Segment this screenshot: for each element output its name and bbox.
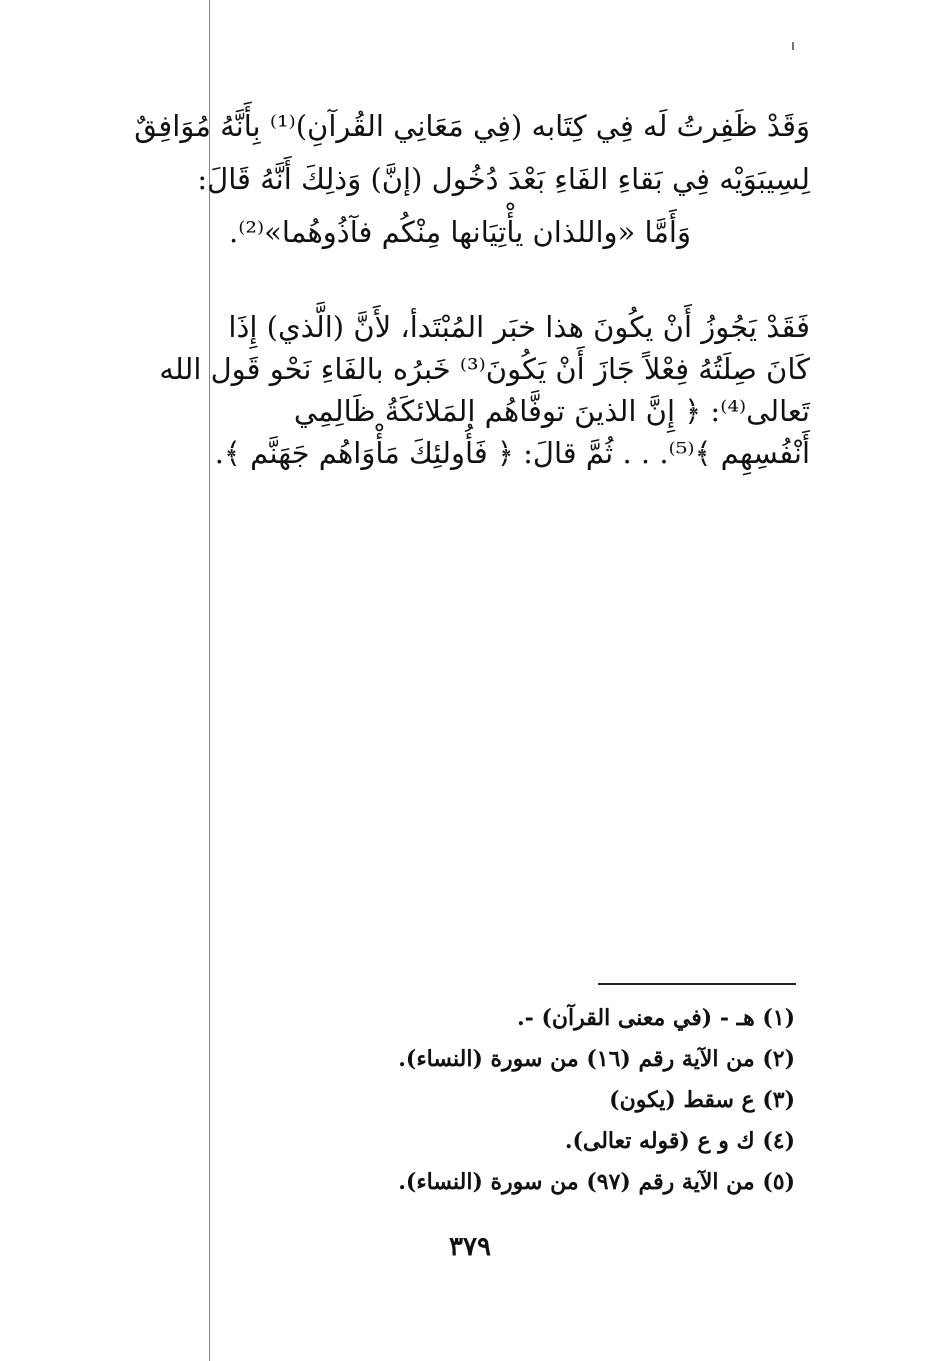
paragraph-2-line-4: أَنْفُسِهِم ﴾⁽⁵⁾. . . ثُمَّ قالَ: ﴿ فَأُولئِكَ مَأْوَاهُم جَهَنَّم ﴾. xyxy=(214,436,810,470)
paragraph-2-line-2: كَانَ صِلَتُهُ فِعْلاً جَازَ أَنْ يَكُونَ⁽³⁾ خَبرُه بالفَاءِ نَحْو قَول الله xyxy=(159,352,810,386)
paragraph-1-line-1: وَقَدْ ظَفِرتُ لَه فِي كِتَابه (فِي مَعَانِي القُرآنِ)⁽¹⁾ بِأَنَّهُ مُوَافِقٌ xyxy=(134,109,810,143)
footnote-3: (٣) ع سقط (يكون) xyxy=(609,1087,795,1113)
footnote-separator xyxy=(598,983,796,985)
paragraph-1-line-3: وَأَمَّا «واللذان يأْتِيَانها مِنْكُم فآذُوهُما»⁽²⁾. xyxy=(229,215,691,249)
paragraph-1 xyxy=(110,100,810,259)
footnote-1: (١) هـ - (في معنى القرآن) -. xyxy=(517,1005,795,1031)
paragraph-2-line-1: فَقَدْ يَجُوزُ أَنْ يكُونَ هذا خبَر المُبْتَدأ، لأَنَّ (الَّذي) إِذَا xyxy=(228,310,810,344)
footnote-5: (٥) من الآية رقم (٩٧) من سورة (النساء). xyxy=(398,1169,795,1195)
paragraph-2-line-3: تَعالى⁽⁴⁾: ﴿ إِنَّ الذينَ توفَّاهُم المَلائكَةُ ظَالِمِي xyxy=(293,394,810,428)
paragraph-1-line-2: لِسِيبَوَيْه فِي بَقاءِ الفَاءِ بَعْدَ دُخُول (إنَّ) وَذلِكَ أَنَّهُ قَالَ: xyxy=(197,162,810,196)
page-number: ٣٧٩ xyxy=(449,1232,491,1262)
scan-mark xyxy=(792,42,794,50)
footnotes xyxy=(300,998,795,1203)
footnote-4: (٤) ك و ع (قوله تعالى). xyxy=(564,1128,795,1154)
paragraph-2 xyxy=(110,306,810,474)
footnote-2: (٢) من الآية رقم (١٦) من سورة (النساء). xyxy=(398,1046,795,1072)
